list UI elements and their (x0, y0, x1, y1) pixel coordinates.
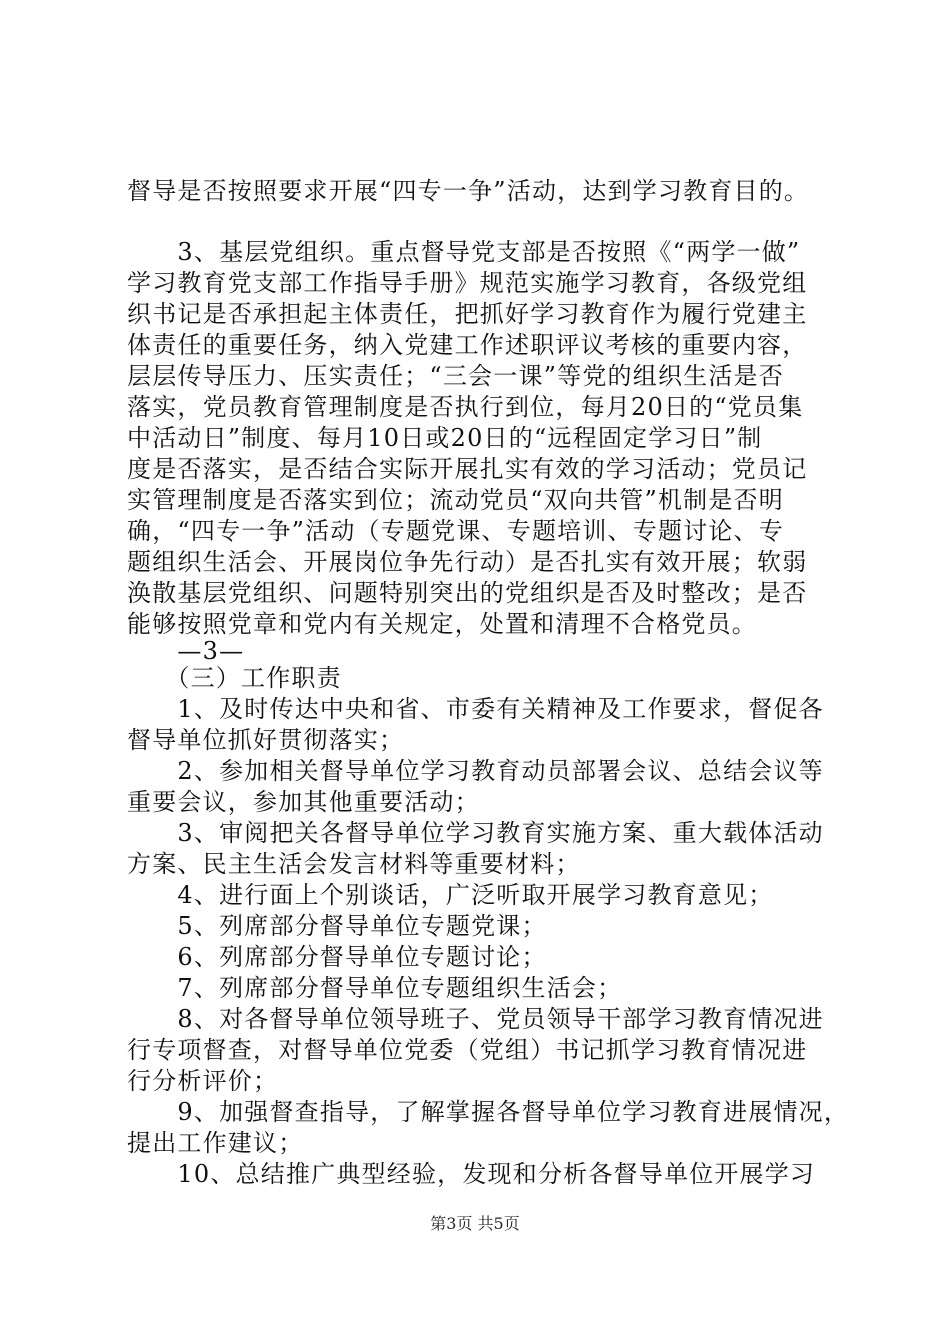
text-line: 4、进行面上个别谈话，广泛听取开展学习教育意见； (127, 881, 774, 909)
text-line: 督导是否按照要求开展“四专一争”活动，达到学习教育目的。 (127, 177, 810, 205)
page-number-footer: 第3页 共5页 (430, 1214, 520, 1233)
text-line: 7、列席部分督导单位专题组织生活会； (127, 974, 623, 1002)
text-line: 3、审阅把关各督导单位学习教育实施方案、重大载体活动 (127, 819, 824, 847)
text-line: 6、列席部分督导单位专题讨论； (127, 943, 547, 971)
text-line: 9、加强督查指导，了解掌握各督导单位学习教育进展情况， (127, 1098, 850, 1126)
text-line: 织书记是否承担起主体责任，把抓好学习教育作为履行党建主 (127, 300, 808, 328)
text-line: 中活动日”制度、每月10日或20日的“远程固定学习日”制 (127, 424, 763, 452)
text-line: 督导单位抓好贯彻落实； (127, 726, 405, 754)
text-line: 行专项督查，对督导单位党委（党组）书记抓学习教育情况进 (127, 1036, 808, 1064)
text-line: 确，“四专一争”活动（专题党课、专题培训、专题讨论、专 (127, 517, 784, 545)
text-line: 学习教育党支部工作指导手册》规范实施学习教育，各级党组 (127, 269, 808, 297)
text-line: 实管理制度是否落实到位；流动党员“双向共管”机制是否明 (127, 486, 784, 514)
text-line: 涣散基层党组织、问题特别突出的党组织是否及时整改；是否 (127, 579, 808, 607)
text-line: 3、基层党组织。重点督导党支部是否按照《“两学一做” (127, 238, 801, 266)
text-line: 体责任的重要任务，纳入党建工作述职评议考核的重要内容， (127, 331, 808, 359)
text-line: 能够按照党章和党内有关规定，处置和清理不合格党员。 (127, 610, 757, 638)
text-line: 落实，党员教育管理制度是否执行到位，每月20日的“党员集 (127, 393, 804, 421)
text-line: 提出工作建议； (127, 1129, 304, 1157)
text-line: 重要会议，参加其他重要活动； (127, 788, 480, 816)
text-line: 1、及时传达中央和省、市委有关精神及工作要求，督促各 (127, 695, 824, 723)
text-line: 行分析评价； (127, 1067, 279, 1095)
text-line: 5、列席部分督导单位专题党课； (127, 912, 547, 940)
text-line: 10、总结推广典型经验，发现和分析各督导单位开展学习 (127, 1160, 816, 1188)
section-heading: （三）工作职责 (127, 664, 342, 692)
text-line: 8、对各督导单位领导班子、党员领导干部学习教育情况进 (127, 1005, 824, 1033)
text-line: 题组织生活会、开展岗位争先行动）是否扎实有效开展；软弱 (127, 548, 808, 576)
text-line: 方案、民主生活会发言材料等重要材料； (127, 850, 581, 878)
text-line: 2、参加相关督导单位学习教育动员部署会议、总结会议等 (127, 757, 824, 785)
page-marker: —3— (127, 637, 245, 665)
text-line: 度是否落实，是否结合实际开展扎实有效的学习活动；党员记 (127, 455, 808, 483)
text-line: 层层传导压力、压实责任；“三会一课”等党的组织生活是否 (127, 362, 784, 390)
